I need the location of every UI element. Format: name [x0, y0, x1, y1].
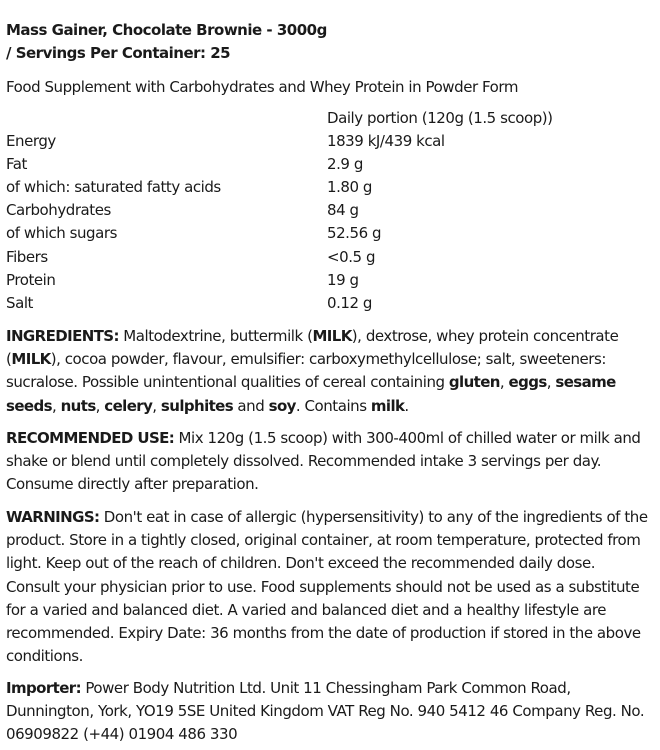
nutrient-label: of which sugars	[6, 224, 117, 243]
ingredients-text: ,	[499, 373, 509, 392]
ingredients-text: ,	[546, 373, 556, 392]
ingredients-text: and	[233, 396, 269, 415]
nutrition-row	[6, 292, 646, 315]
nutrient-label: Fat	[6, 155, 27, 174]
product-title	[6, 19, 646, 65]
nutrient-value: 84 g	[327, 201, 359, 220]
ingredients-text: ,	[51, 396, 61, 415]
allergen-celery: celery	[104, 396, 153, 415]
allergen-milk: MILK	[312, 327, 352, 345]
importer-text: Power Body Nutrition Ltd. Unit 11 Chessingham Park Common Road, Dunnington, York, YO19 5SE United Kingdom VAT Reg No. 940 5412 46 Company Reg. No. 06909822 (+44) 01904 486 330	[6, 679, 645, 744]
product-title-line-1: Mass Gainer, Chocolate Brownie - 3000g	[6, 21, 327, 39]
recommended-use-text: Mix 120g (1.5 scoop) with 300-400ml of chilled water or milk and shake or blend until completely dissolved. Recommended intake 3 servings per day. Consume directly after preparation.	[6, 429, 641, 494]
nutrient-label: of which: saturated fatty acids	[6, 178, 221, 197]
nutrient-value: 1839 kJ/439 kcal	[327, 132, 445, 151]
nutrient-label: Salt	[6, 293, 33, 312]
allergen-sulphites: sulphites	[160, 396, 234, 415]
nutrient-label: Energy	[6, 132, 56, 151]
recommended-use-heading: RECOMMENDED USE:	[6, 429, 175, 447]
allergen-sesame: sesame seeds	[6, 373, 616, 415]
nutrition-row	[6, 199, 646, 222]
nutrition-header-row	[6, 107, 646, 130]
product-subtitle: Food Supplement with Carbohydrates and Whey Protein in Powder Form	[6, 78, 518, 96]
allergen-soy: soy	[268, 396, 296, 415]
nutrient-label: Protein	[6, 270, 56, 289]
nutrient-label: Fibers	[6, 247, 48, 266]
ingredients-text: ), dextrose, whey protein concentrate (	[6, 327, 619, 369]
nutrient-value: 1.80 g	[327, 178, 372, 197]
product-title-line-2: / Servings Per Container: 25	[6, 44, 231, 62]
ingredients-paragraph	[6, 325, 650, 418]
warnings-heading: WARNINGS:	[6, 508, 100, 526]
importer-paragraph	[6, 677, 650, 747]
ingredients-text: .	[404, 396, 409, 415]
nutrition-row	[6, 130, 646, 153]
allergen-nuts: nuts	[60, 396, 96, 415]
portion-header: Daily portion (120g (1.5 scoop))	[327, 109, 553, 127]
nutrient-value: 52.56 g	[327, 224, 382, 243]
nutrient-value: 19 g	[327, 270, 359, 289]
nutrient-value: <0.5 g	[327, 247, 376, 266]
allergen-eggs: eggs	[508, 373, 547, 392]
ingredients-text: ), cocoa powder, flavour, emulsifier: carboxymethylcellulose; salt, sweeteners: sucralose. Possible unintentional qualities of cereal containing	[6, 350, 606, 392]
nutrient-value: 2.9 g	[327, 155, 363, 174]
recommended-use-paragraph	[6, 427, 650, 497]
ingredients-text: . Contains	[295, 396, 371, 415]
importer-heading: Importer:	[6, 679, 81, 697]
nutrient-value: 0.12 g	[327, 293, 372, 312]
warnings-text: Don't eat in case of allergic (hypersensitivity) to any of the ingredients of the product. Store in a tightly closed, original container, at room temperature, protected from light. Keep out of the reach of children. Don't exceed the recommended daily dose. Consult your physician prior to use. Food supplements should not be used as a substitute for a varied and balanced diet. A varied and balanced diet and a healthy lifestyle are recommended. Expiry Date: 36 months from the date of production if stored in the above conditions.	[6, 508, 648, 666]
nutrient-label: Carbohydrates	[6, 201, 111, 220]
allergen-milk: MILK	[11, 350, 51, 369]
nutrition-table	[6, 107, 646, 315]
nutrition-row	[6, 269, 646, 292]
ingredients-text: ,	[95, 396, 105, 415]
allergen-gluten: gluten	[448, 373, 500, 392]
nutrition-row	[6, 153, 646, 176]
warnings-paragraph	[6, 506, 650, 668]
ingredients-heading: INGREDIENTS:	[6, 327, 119, 345]
ingredients-text: ,	[152, 396, 161, 415]
ingredients-text: Maltodextrine, buttermilk (	[118, 327, 313, 345]
nutrition-row	[6, 222, 646, 245]
nutrition-row	[6, 176, 646, 199]
allergen-milk: milk	[370, 396, 405, 415]
nutrition-row	[6, 246, 646, 269]
